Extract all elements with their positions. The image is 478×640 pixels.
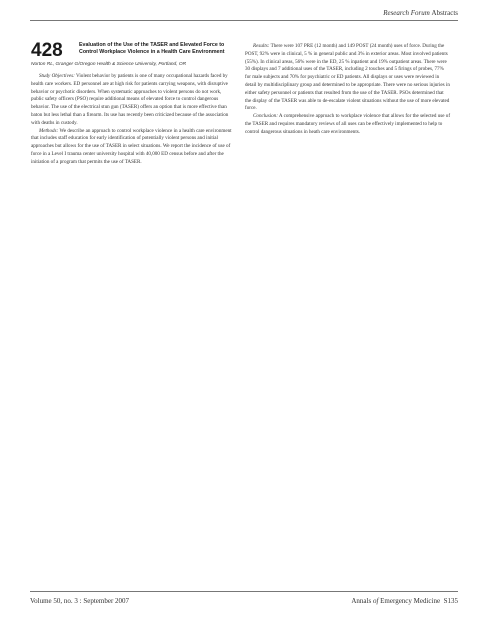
running-head-label: Abstracts xyxy=(431,9,458,17)
abstract-authors: Norton RL, Granger G/Oregon Health & Science University, Portland, OR xyxy=(31,62,187,67)
methods-text: We describe an approach to control workplace violence in a health care environment that includes staff education for early identification of potentially violent persons and initial approaches but allows for the use of TASER in select situations. We report the incidence of use of force in a Level I trauma center university hospital with 40,000 ED census before and after the initiation of a program that permits the use of TASER. xyxy=(31,127,232,165)
footer-journal xyxy=(351,597,458,605)
results-text: There were 107 PRE (12 month) and 149 POST (24 month) uses of force. During the POST, 92% were in clinical, 5 % in general public and 3% in exterior areas. Most involved patients (55%). In clinical areas, 56% were in the ED, 25 % inpatient and 19% outpatient areas. There were 30 displays and 7 additional uses of the TASER, including 2 touches and 5 firings of probes, 77% for male subjects and 70% for psychiatric or ED patients. All displays or uses were reviewed in detail by multidisciplinary group and determined to be appropriate. There were no serious injuries in either safety personnel or patients that resulted from the use of the TASER. PSOs determined that the display of the TASER was able to de-escalate violent situations without the use of more elevated force. xyxy=(245,43,450,112)
results-label: Results: xyxy=(253,43,270,49)
methods-paragraph xyxy=(31,128,235,167)
abstract-title: Evaluation of the Use of the TASER and Elevated Force to Control Workplace Violence in a Health Care Environment xyxy=(79,42,225,56)
methods-label: Methods: xyxy=(39,127,59,134)
journal-name-of: of xyxy=(372,597,379,605)
running-head-section: Research Forum xyxy=(383,9,430,17)
results-paragraph xyxy=(245,43,451,113)
objectives-paragraph xyxy=(31,73,235,128)
journal-name-a: Annals xyxy=(351,597,372,605)
footer-issue: Volume 50, no. 3 : September 2007 xyxy=(30,597,130,605)
conclusion-label: Conclusion: xyxy=(253,113,278,120)
conclusion-paragraph xyxy=(245,113,451,136)
left-column xyxy=(31,42,235,167)
conclusion-text: A comprehensive approach to workplace violence that allows for the selected use of the TASER and requires mandatory reviews of all uses can be effectively implemented to help to control dangerous situations in heath care environments. xyxy=(245,113,451,135)
right-column xyxy=(245,43,451,137)
page-number: S135 xyxy=(443,597,458,605)
header-rule xyxy=(30,20,458,21)
objectives-label: Study Objectives: xyxy=(39,73,75,79)
journal-name-b: Emergency Medicine xyxy=(380,597,441,605)
abstract-heading xyxy=(31,42,235,59)
abstract-number: 428 xyxy=(31,40,63,61)
footer-rule xyxy=(30,591,458,592)
running-head xyxy=(383,9,458,17)
objectives-text: Violent behavior by patients is one of many occupational hazards faced by health care workers. ED personnel are at high risk for patients carrying weapons, with disruptive behavior or psychotic disorders. When systematic approaches to violent persons do not work, public safety officers (PSO) require additional means of elevated force to control dangerous behavior. The use of the electrical stun gun (TASER) offers an option that is more effective than baton but less lethal than a firearm. Its use has recently been criticized because of the association with deaths in custody. xyxy=(31,73,229,126)
